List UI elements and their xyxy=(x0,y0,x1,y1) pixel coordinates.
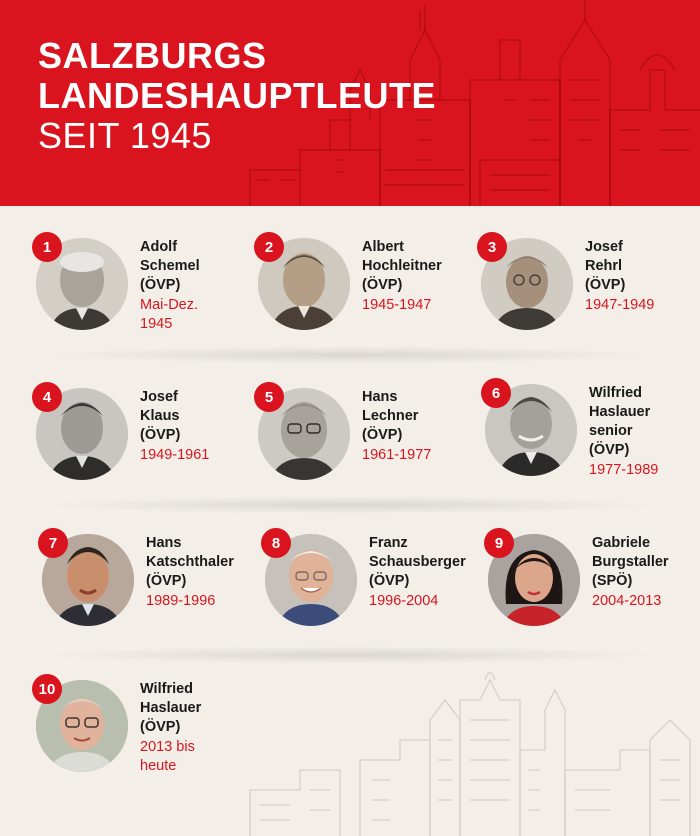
governor-party: (ÖVP) xyxy=(146,573,187,589)
number-badge: 6 xyxy=(481,378,511,408)
governor-card-4 xyxy=(36,388,256,508)
number-badge: 9 xyxy=(484,528,514,558)
governor-name: Josef Rehrl xyxy=(585,239,623,274)
governor-term: 1996-2004 xyxy=(369,593,439,609)
governor-party: (ÖVP) xyxy=(369,573,410,589)
governor-card-1 xyxy=(36,238,256,358)
title-line-1: SALZBURGS xyxy=(38,35,267,76)
number-badge: 10 xyxy=(32,674,62,704)
governor-term: Mai-Dez. 1945 xyxy=(140,297,199,332)
governor-term: 2004-2013 xyxy=(592,593,662,609)
governor-name: Franz Schausberger xyxy=(369,535,466,570)
governor-term: 1961-1977 xyxy=(362,447,432,463)
governor-term: 1977-1989 xyxy=(589,462,659,478)
governor-name: Hans Katschthaler xyxy=(146,535,234,570)
number-badge: 7 xyxy=(38,528,68,558)
governor-card-5 xyxy=(258,388,478,508)
number-badge: 2 xyxy=(254,232,284,262)
governor-card-8 xyxy=(265,534,485,654)
number-badge: 3 xyxy=(477,232,507,262)
governor-party: (ÖVP) xyxy=(362,427,403,443)
governor-term: 1989-1996 xyxy=(146,593,216,609)
number-badge: 5 xyxy=(254,382,284,412)
header-banner xyxy=(0,0,700,206)
page-title xyxy=(38,36,436,156)
governor-term: 1945-1947 xyxy=(362,297,432,313)
governor-term: 1949-1961 xyxy=(140,447,210,463)
governor-card-7 xyxy=(42,534,262,654)
title-line-3: SEIT 1945 xyxy=(38,115,212,156)
governor-card-10 xyxy=(36,680,256,800)
governor-party: (ÖVP) xyxy=(140,719,181,735)
governor-card-3 xyxy=(481,238,700,358)
governor-name: Josef Klaus xyxy=(140,389,180,424)
governor-term: 2013 bis heute xyxy=(140,739,195,774)
governor-party: (ÖVP) xyxy=(589,442,630,458)
title-line-2: LANDESHAUPTLEUTE xyxy=(38,75,437,116)
governor-card-2 xyxy=(258,238,478,358)
governor-name: Wilfried Haslauer xyxy=(140,681,202,716)
governor-party: (SPÖ) xyxy=(592,573,633,589)
governor-card-6 xyxy=(485,384,700,504)
governor-party: (ÖVP) xyxy=(140,427,181,443)
governor-name: Hans Lechner xyxy=(362,389,419,424)
governor-party: (ÖVP) xyxy=(140,277,181,293)
governor-term: 1947-1949 xyxy=(585,297,655,313)
governor-name: Wilfried Haslauer senior xyxy=(589,385,651,439)
governor-name: Albert Hochleitner xyxy=(362,239,442,274)
number-badge: 1 xyxy=(32,232,62,262)
governor-card-9 xyxy=(488,534,700,654)
number-badge: 8 xyxy=(261,528,291,558)
governor-party: (ÖVP) xyxy=(585,277,626,293)
governor-name: Adolf Schemel xyxy=(140,239,200,274)
number-badge: 4 xyxy=(32,382,62,412)
governor-name: Gabriele Burgstaller xyxy=(592,535,669,570)
governor-party: (ÖVP) xyxy=(362,277,403,293)
